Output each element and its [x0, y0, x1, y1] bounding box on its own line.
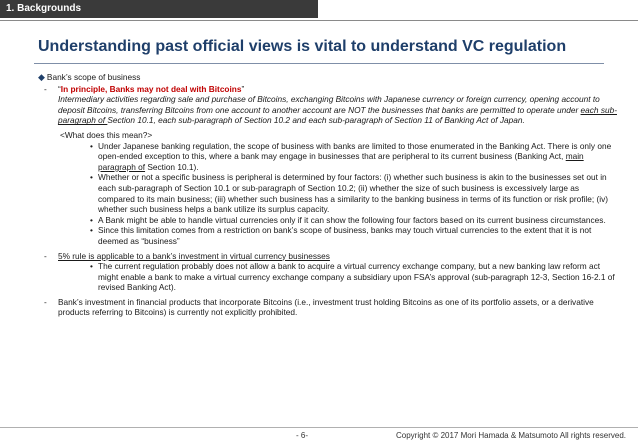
bullet-text: Under Japanese banking regulation, the scope of business with banks are limited to those enumerated in the Banking Act. There is only one open-ended exception to this, where a bank may engage in businesses that are peripheral to its current business (Banking Act, — [98, 140, 612, 162]
principle-explanation — [58, 94, 618, 126]
explanation-text-a: Intermediary activities regarding sale and purchase of Bitcoins, exchanging Bitcoins with Japanese currency or foreign currency, opening account to deposit Bitcoins, transferring Bitcoins from one account to another account are NOT the businesses that banks are permitted to operate under — [58, 94, 600, 115]
principle-statement: In principle, Banks may not deal with Bitcoins — [60, 83, 242, 94]
bullet-text: The current regulation probably does not allow a bank to acquire a virtual currency exchange company, but a new banking law reform act might enable a bank to make a virtual currency exchange company a subsidiary upon FSA’s approval (sub-paragraph 12-3, Section 16-2.1 of revised Banking Act). — [98, 261, 615, 293]
explanation-underlined: each sub-paragraph of — [58, 104, 617, 126]
five-percent-bullet-list — [38, 261, 618, 293]
dash-bullet: - — [44, 83, 47, 94]
list-item-five-percent — [38, 251, 618, 262]
dot-bullet: • — [90, 261, 93, 272]
bullet-text-end: Section 10.1). — [145, 161, 199, 172]
close-quote: ” — [241, 83, 245, 94]
footer-divider — [0, 427, 638, 428]
list-item — [90, 172, 618, 214]
dash-bullet: - — [44, 250, 47, 261]
page-number: - 6- — [296, 431, 308, 440]
list-item — [90, 141, 618, 173]
open-quote: “ — [58, 83, 61, 94]
section-tab: 1. Backgrounds — [0, 0, 318, 18]
bullet-text: Whether or not a specific business is peripheral is determined by four factors: (i) whether such business is akin to the businesses set out in each sub-paragraph of Section 10.1 or sub-paragraph of Section 10.2; (ii) whether the size of such business is excessively large as compared to its main business; (iii) whether such business has a similarity to the banking business in terms of its function or risk profile; (iv) whether such business helps a bank utilize its surplus capacity. — [98, 172, 609, 215]
investment-text: Bank’s investment in financial products that incorporate Bitcoins (i.e., investment trust holding Bitcoins as one of its portfolio assets, or a derivative products referring to Bitcoins) is currently not explicitly prohibited. — [58, 296, 594, 318]
meaning-bullet-list — [38, 141, 618, 247]
title-divider — [34, 63, 604, 64]
diamond-bullet-icon: ◆ — [38, 72, 45, 82]
dash-bullet: - — [44, 296, 47, 307]
list-item — [90, 215, 618, 226]
dot-bullet: • — [90, 214, 93, 225]
explanation-text-b: Section 10.1, each sub-paragraph of Section 10.2 and each sub-paragraph of Section 11 of Banking Act of Japan. — [107, 115, 525, 126]
bullet-text: Since this limitation comes from a restriction on bank’s scope of business, banks may touch virtual currencies to the extent that it is not deemed as “business” — [98, 225, 592, 246]
bullet-text: A Bank might be able to handle virtual currencies only if it can show the following four factors based on its current business circumstances. — [98, 214, 606, 225]
heading-text: Bank’s scope of business — [46, 72, 141, 82]
sub-heading: <What does this mean?> — [60, 129, 153, 140]
list-item-investment — [38, 297, 618, 318]
top-divider — [0, 20, 638, 21]
slide-body — [38, 72, 618, 318]
copyright-notice: Copyright © 2017 Mori Hamada & Matsumoto All rights reserved. — [396, 431, 626, 440]
five-percent-rule: 5% rule is applicable to a bank’s investment in virtual currency businesses — [58, 250, 330, 261]
section-heading — [38, 72, 618, 83]
list-item — [90, 261, 618, 293]
bullet-underlined: main paragraph of — [98, 151, 584, 172]
slide-title: Understanding past official views is vital to understand VC regulation — [38, 38, 567, 55]
list-item — [90, 225, 618, 246]
dot-bullet: • — [90, 225, 93, 236]
dot-bullet: • — [90, 172, 93, 183]
list-item-principle — [38, 84, 618, 126]
dot-bullet: • — [90, 140, 93, 151]
